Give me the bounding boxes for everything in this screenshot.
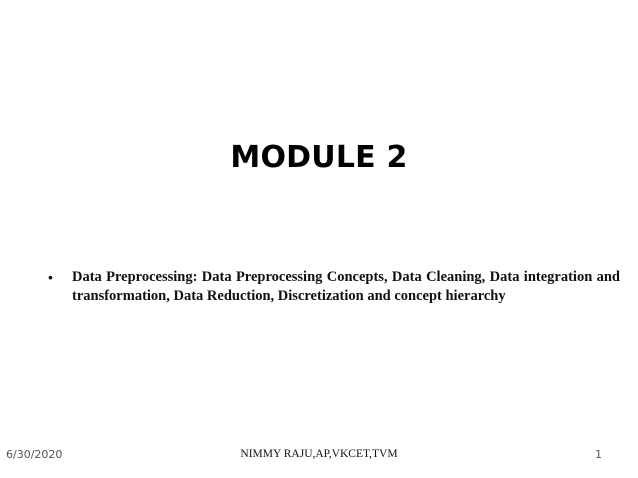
bullet-text: Data Preprocessing: Data Preprocessing Concepts, Data Cleaning, Data integration and transformation, Data Reduction, Discretization and concept hierarchy	[72, 269, 620, 304]
bullet-item	[34, 268, 620, 306]
bullet-list	[34, 268, 620, 306]
page-number: 1	[595, 448, 602, 461]
bullet-marker: •	[48, 269, 53, 285]
footer-date: 6/30/2020	[6, 448, 63, 461]
footer-author: NIMMY RAJU,AP,VKCET,TVM	[240, 448, 398, 460]
slide-title: MODULE 2	[230, 140, 408, 175]
